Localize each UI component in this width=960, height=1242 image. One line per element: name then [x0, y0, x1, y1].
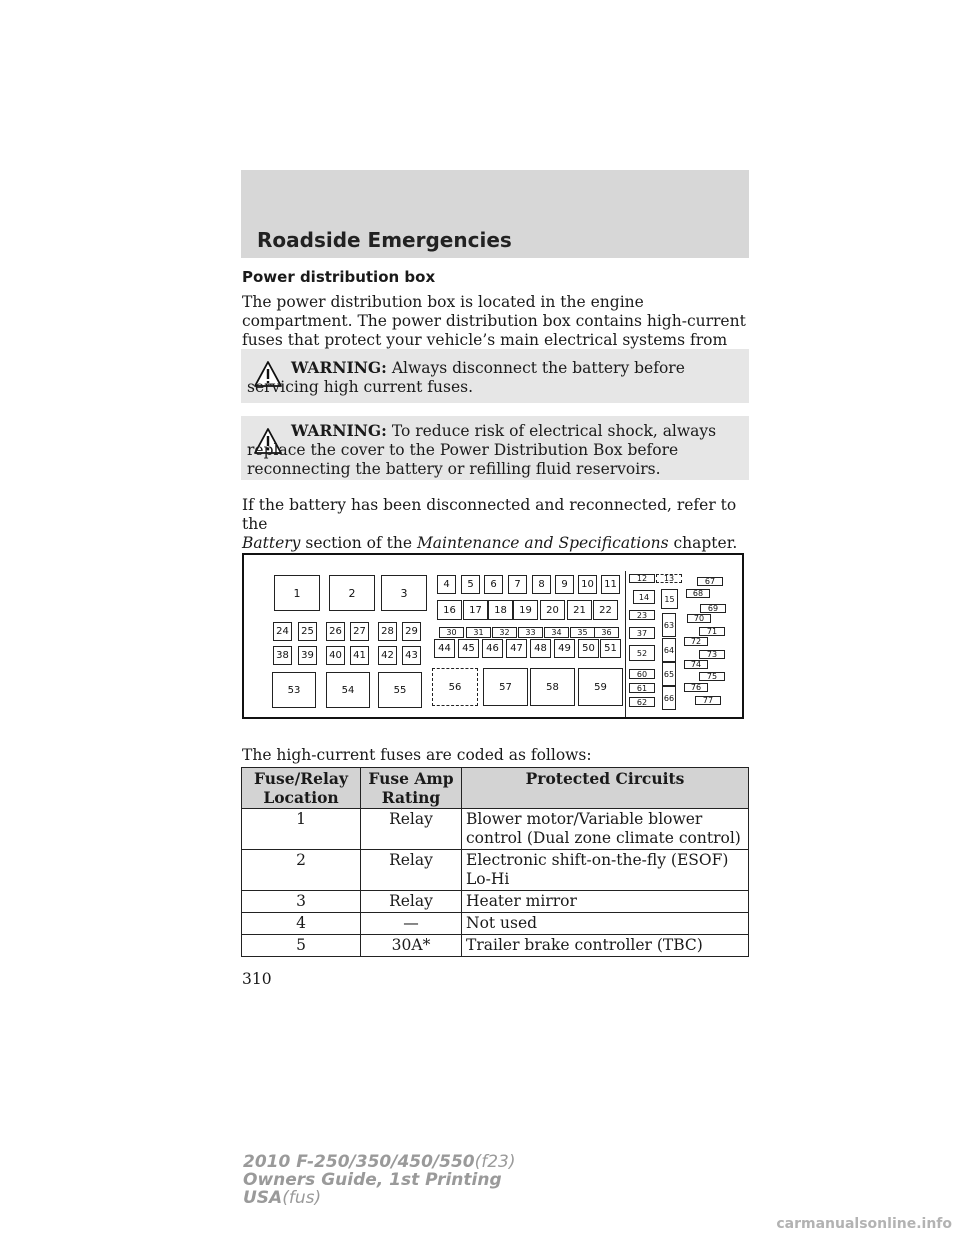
table-row — [242, 850, 749, 891]
fuse-slot: 27 — [350, 622, 369, 641]
fuse-slot: 40 — [326, 646, 345, 665]
fuse-slot: 29 — [402, 622, 421, 641]
warning-body: Always disconnect the battery before servicing high current fuses. — [247, 359, 685, 396]
fuse-slot: 41 — [350, 646, 369, 665]
page-number: 310 — [242, 970, 272, 988]
fuse-slot: 7 — [508, 575, 527, 594]
footer-edition: Owners Guide, 1st Printing — [243, 1170, 502, 1190]
fuse-slot: 17 — [463, 600, 488, 620]
fuse-slot: 64 — [662, 638, 676, 662]
fuse-table — [241, 767, 749, 957]
fuse-slot: 67 — [697, 577, 723, 586]
fuse-slot: 30 — [439, 627, 464, 638]
battery-section-ref: Battery — [242, 534, 301, 552]
fuse-slot: 8 — [532, 575, 551, 594]
fuse-slot: 66 — [662, 686, 676, 710]
protected-circuit-cell: Blower motor/Variable blower control (Dual zone climate control) — [462, 809, 749, 850]
fuse-slot: 47 — [506, 639, 527, 658]
table-row — [242, 913, 749, 935]
footer-region-code: (fus) — [282, 1188, 322, 1208]
column-header: Fuse/Relay Location — [242, 768, 361, 809]
fuse-slot: 52 — [629, 645, 655, 661]
fuse-location-cell: 4 — [242, 913, 361, 935]
table-row — [242, 891, 749, 913]
fuse-slot: 77 — [695, 696, 721, 705]
fuse-slot: 6 — [484, 575, 503, 594]
fuse-slot: 15 — [661, 589, 678, 609]
diagram-divider — [625, 571, 626, 717]
text-run: If the battery has been disconnected and reconnected, refer to the — [242, 496, 737, 533]
protected-circuit-cell: Heater mirror — [462, 891, 749, 913]
chapter-title: Roadside Emergencies — [257, 228, 512, 252]
watermark: carmanualsonline.info — [776, 1216, 952, 1232]
fuse-slot: 4 — [437, 575, 456, 594]
warning-label: WARNING: — [291, 421, 387, 440]
fuse-slot: 33 — [518, 627, 543, 638]
fuse-slot: 65 — [662, 662, 676, 686]
fuse-slot: 5 — [461, 575, 480, 594]
fuse-slot: 68 — [686, 589, 710, 598]
fuse-slot: 13 — [656, 574, 682, 583]
fuse-slot: 43 — [402, 646, 421, 665]
footer-region: USA — [243, 1188, 283, 1208]
fuse-slot: 46 — [482, 639, 503, 658]
fuse-slot: 35 — [570, 627, 595, 638]
warning-text-2 — [247, 421, 741, 479]
footer-model: 2010 F-250/350/450/550 — [243, 1152, 475, 1172]
fuse-slot: 69 — [700, 604, 726, 613]
fuse-slot: 63 — [662, 613, 676, 637]
fuse-slot: 71 — [699, 627, 725, 636]
fuse-slot: 21 — [567, 600, 592, 620]
warning-text-1 — [247, 358, 741, 397]
battery-reference-paragraph — [242, 496, 748, 553]
table-header-row — [242, 768, 749, 809]
footer-code: (f23) — [474, 1152, 516, 1172]
chapter-ref: Maintenance and Specifications — [416, 534, 669, 552]
fuse-slot: 1 — [274, 575, 320, 611]
fuse-slot: 3 — [381, 575, 427, 611]
fuse-slot: 34 — [544, 627, 569, 638]
fuse-slot: 56 — [432, 668, 478, 706]
amp-rating-cell: Relay — [361, 850, 462, 891]
fuse-slot: 55 — [378, 672, 422, 708]
print-footer — [243, 1153, 516, 1207]
chapter-header — [241, 170, 749, 258]
fuse-slot: 11 — [601, 575, 620, 594]
warning-label: WARNING: — [291, 358, 387, 377]
fuse-slot: 57 — [483, 668, 528, 706]
column-header: Fuse Amp Rating — [361, 768, 462, 809]
text-run: section of the — [305, 534, 412, 552]
fuse-slot: 32 — [492, 627, 517, 638]
fuse-slot: 74 — [684, 660, 708, 669]
warning-box-2 — [241, 416, 749, 480]
warning-body: To reduce risk of electrical shock, always replace the cover to the Power Distribution Box before reconnecting the battery or refilling fluid reservoirs. — [247, 422, 717, 478]
fuse-slot: 20 — [540, 600, 565, 620]
fuse-slot: 31 — [466, 627, 491, 638]
fuse-slot: 14 — [633, 590, 655, 604]
fuse-location-cell: 3 — [242, 891, 361, 913]
fuse-slot: 2 — [329, 575, 375, 611]
fuse-slot: 60 — [629, 669, 655, 679]
amp-rating-cell: — — [361, 913, 462, 935]
fuse-slot: 73 — [699, 650, 725, 659]
table-row — [242, 809, 749, 850]
fuse-slot: 24 — [273, 622, 292, 641]
warning-box-1 — [241, 349, 749, 403]
fuse-slot: 53 — [272, 672, 316, 708]
fuse-slot: 61 — [629, 683, 655, 693]
protected-circuit-cell: Trailer brake controller (TBC) — [462, 935, 749, 957]
fuse-slot: 10 — [578, 575, 597, 594]
fuse-slot: 28 — [378, 622, 397, 641]
fuse-slot: 39 — [298, 646, 317, 665]
amp-rating-cell: 30A* — [361, 935, 462, 957]
fuse-slot: 72 — [684, 637, 708, 646]
fuse-slot: 45 — [458, 639, 479, 658]
fuse-slot: 36 — [594, 627, 619, 638]
fuse-slot: 50 — [578, 639, 599, 658]
fuse-slot: 42 — [378, 646, 397, 665]
fuse-slot: 23 — [629, 610, 655, 620]
amp-rating-cell: Relay — [361, 809, 462, 850]
power-distribution-box-diagram — [242, 553, 744, 719]
fuse-slot: 75 — [699, 672, 725, 681]
fuse-location-cell: 2 — [242, 850, 361, 891]
fuse-slot: 76 — [684, 683, 708, 692]
coded-intro: The high-current fuses are coded as follows: — [242, 746, 592, 764]
fuse-slot: 12 — [629, 574, 655, 583]
fuse-slot: 62 — [629, 697, 655, 707]
table-row — [242, 935, 749, 957]
fuse-slot: 44 — [434, 639, 455, 658]
fuse-slot: 59 — [578, 668, 623, 706]
text-run: chapter. — [673, 534, 738, 552]
fuse-slot: 19 — [513, 600, 538, 620]
fuse-slot: 22 — [593, 600, 618, 620]
section-title: Power distribution box — [242, 268, 436, 286]
amp-rating-cell: Relay — [361, 891, 462, 913]
fuse-slot: 9 — [555, 575, 574, 594]
protected-circuit-cell: Not used — [462, 913, 749, 935]
fuse-slot: 37 — [629, 627, 655, 639]
fuse-slot: 49 — [554, 639, 575, 658]
fuse-slot: 18 — [488, 600, 513, 620]
intro-paragraph: The power distribution box is located in the engine compartment. The power distribution box contains high-current fuses that protect your vehicle’s main electrical systems from — [242, 293, 746, 349]
fuse-slot: 26 — [326, 622, 345, 641]
fuse-slot: 48 — [530, 639, 551, 658]
fuse-slot: 70 — [687, 614, 711, 623]
fuse-slot: 51 — [600, 639, 621, 658]
fuse-location-cell: 5 — [242, 935, 361, 957]
fuse-slot: 58 — [530, 668, 575, 706]
fuse-location-cell: 1 — [242, 809, 361, 850]
fuse-slot: 38 — [273, 646, 292, 665]
fuse-slot: 25 — [298, 622, 317, 641]
protected-circuit-cell: Electronic shift-on-the-fly (ESOF) Lo-Hi — [462, 850, 749, 891]
column-header: Protected Circuits — [462, 768, 749, 809]
fuse-slot: 54 — [326, 672, 370, 708]
fuse-slot: 16 — [437, 600, 462, 620]
